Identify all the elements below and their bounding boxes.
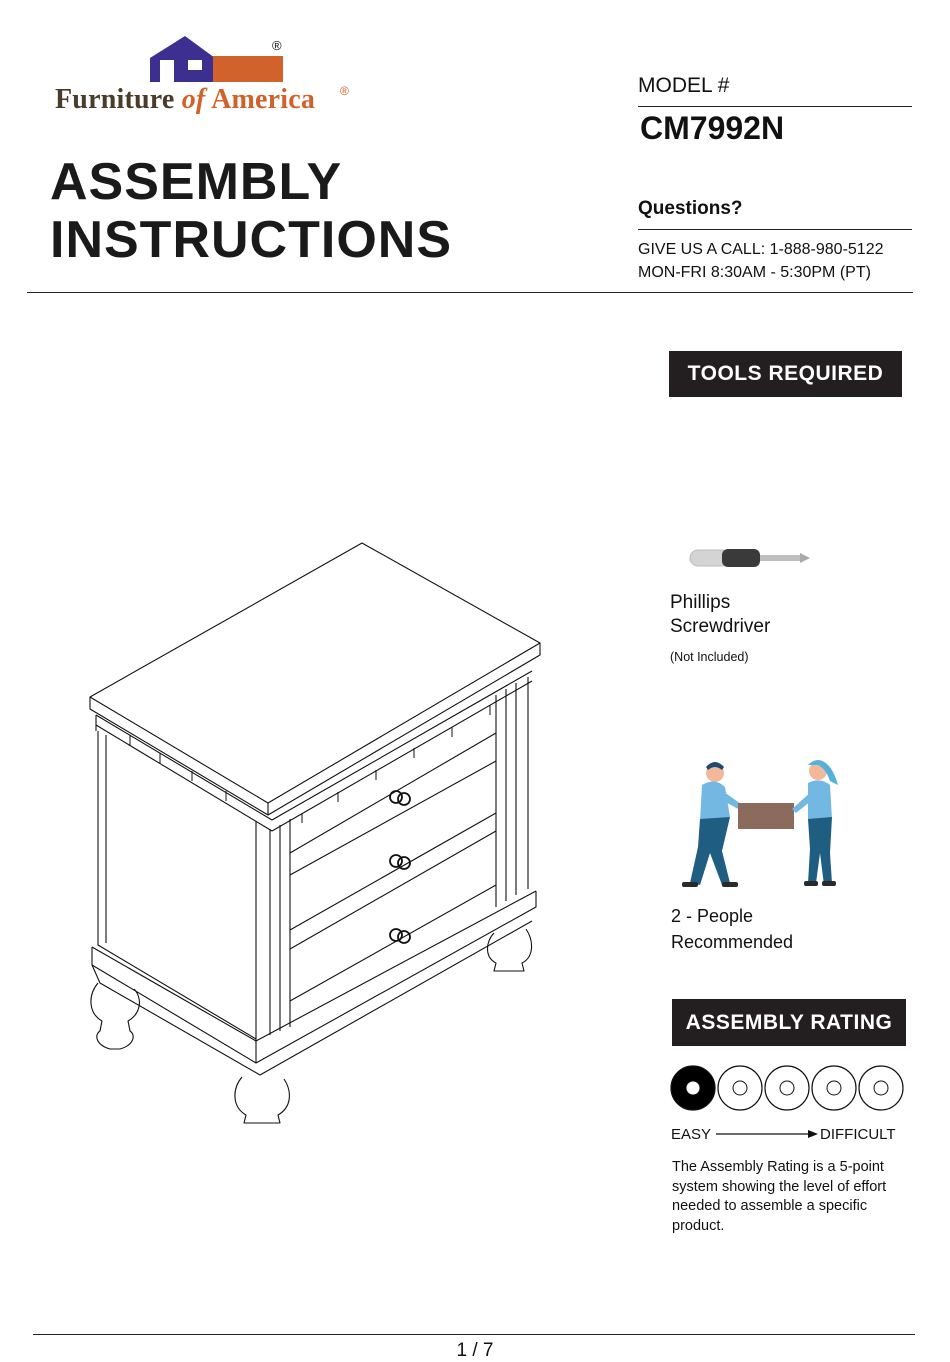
rating-description: The Assembly Rating is a 5-point system showing the level of effort needed to assemble a specific product. <box>672 1159 887 1234</box>
contact-phone: GIVE US A CALL: 1-888-980-5122 <box>638 241 884 258</box>
tool-name: Phillips <box>670 592 731 613</box>
document-title-line1: ASSEMBLY <box>50 153 343 211</box>
brand-registered-mark: ® <box>340 84 349 98</box>
scale-difficult-label: DIFFICULT <box>820 1126 896 1143</box>
registered-mark: ® <box>272 38 282 53</box>
tool-note: (Not Included) <box>670 650 749 664</box>
nightstand-illustration <box>80 535 550 1125</box>
people-count: 2 - People <box>671 906 754 926</box>
document-title-line2: INSTRUCTIONS <box>50 211 452 269</box>
assembly-rating-badge: ASSEMBLY RATING <box>672 999 906 1046</box>
header-divider <box>27 292 913 293</box>
brand-name: Furniture of America <box>55 84 316 115</box>
tool-name: Screwdriver <box>670 616 771 637</box>
rating-scale <box>668 1062 908 1114</box>
contact-hours: MON-FRI 8:30AM - 5:30PM (PT) <box>638 264 871 281</box>
divider <box>638 229 912 230</box>
scale-easy-label: EASY <box>671 1126 712 1143</box>
phillips-screwdriver-icon <box>688 540 813 576</box>
divider <box>638 106 912 107</box>
rating-circle-empty <box>765 1066 809 1110</box>
rating-circle-empty <box>718 1066 762 1110</box>
rating-circle-empty <box>812 1066 856 1110</box>
two-people-carrying-box-icon <box>670 755 860 895</box>
arrow-right-icon <box>716 1127 820 1141</box>
page-number: 1 / 7 <box>456 1340 494 1361</box>
footer-divider <box>33 1334 915 1335</box>
model-label: MODEL # <box>638 74 730 97</box>
people-recommendation: Recommended <box>671 932 794 952</box>
questions-heading: Questions? <box>638 198 743 219</box>
rating-circle-empty <box>859 1066 903 1110</box>
rating-circle-filled <box>671 1066 715 1110</box>
tools-required-badge: TOOLS REQUIRED <box>669 351 902 397</box>
model-number: CM7992N <box>640 110 785 146</box>
